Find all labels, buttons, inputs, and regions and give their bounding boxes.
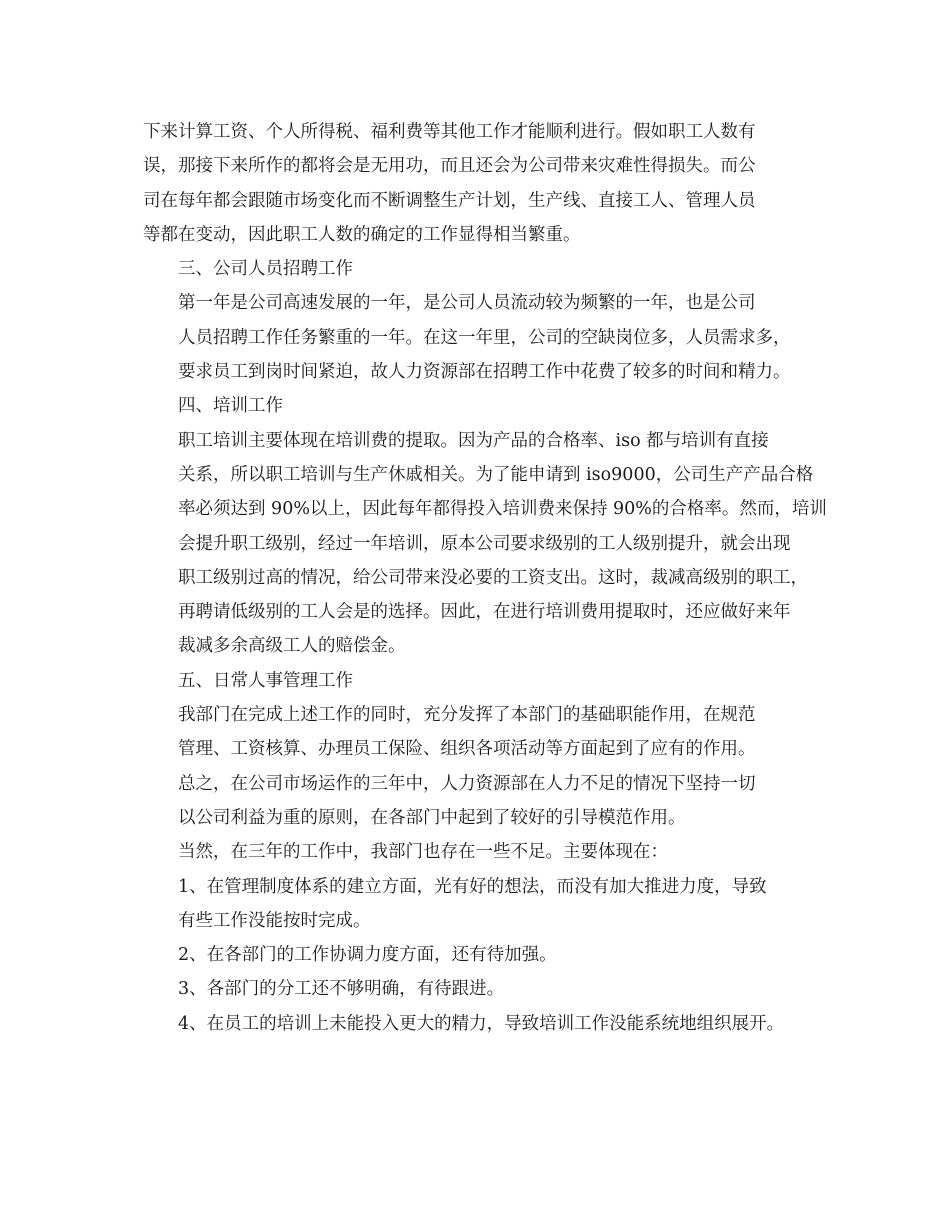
text-line: 下来计算工资、个人所得税、福利费等其他工作才能顺利进行。假如职工人数有	[143, 122, 756, 142]
text-line: 我部门在完成上述工作的同时，充分发挥了本部门的基础职能作用，在规范	[178, 705, 756, 726]
text-line: 职工培训主要体现在培训费的提取。因为产品的合格率、iso 都与培训有直接	[178, 430, 769, 451]
section-heading	[143, 252, 828, 286]
text-line: 1、在管理制度体系的建立方面，光有好的想法，而没有加大推进力度，导致	[178, 876, 767, 897]
text-line: 总之，在公司市场运作的三年中，人力资源部在人力不足的情况下坚持一切	[178, 773, 756, 794]
text-line: 有些工作没能按时完成。	[178, 910, 371, 931]
text-line: 3、各部门的分工还不够明确，有待跟进。	[178, 979, 505, 1000]
body-paragraph	[143, 286, 828, 389]
body-paragraph	[143, 698, 828, 767]
body-paragraph	[143, 767, 828, 836]
list-item	[143, 1007, 828, 1041]
text-line: 人员招聘工作任务繁重的一年。在这一年里，公司的空缺岗位多，人员需求多，	[178, 327, 791, 348]
body-paragraph	[143, 115, 828, 252]
text-line: 管理、工资核算、办理员工保险、组织各项活动等方面起到了应有的作用。	[178, 739, 756, 760]
text-line: 再聘请低级别的工人会是的选择。因此，在进行培训费用提取时，还应做好来年	[178, 602, 791, 623]
body-paragraph	[143, 835, 828, 869]
list-item	[143, 972, 828, 1006]
text-line: 2、在各部门的工作协调力度方面，还有待加强。	[178, 945, 557, 966]
text-line: 裁减多余高级工人的赔偿金。	[178, 636, 406, 657]
text-line: 四、培训工作	[178, 396, 283, 417]
body-paragraph	[143, 424, 828, 664]
text-line: 关系，所以职工培训与生产休戚相关。为了能申请到 iso9000，公司生产产品合格	[178, 464, 814, 485]
text-line: 误，那接下来所作的都将会是无用功，而且还会为公司带来灾难性得损失。而公	[143, 156, 756, 177]
document-body	[143, 115, 828, 1041]
list-item	[143, 938, 828, 972]
text-line: 等都在变动，因此职工人数的确定的工作显得相当繁重。	[143, 224, 581, 245]
text-line: 司在每年都会跟随市场变化而不断调整生产计划，生产线、直接工人、管理人员	[143, 190, 756, 211]
text-line: 第一年是公司高速发展的一年，是公司人员流动较为频繁的一年，也是公司	[178, 293, 756, 314]
section-heading	[143, 664, 828, 698]
text-line: 会提升职工级别，经过一年培训，原本公司要求级别的工人级别提升，就会出现	[178, 533, 791, 554]
text-line: 三、公司人员招聘工作	[178, 259, 353, 280]
text-line: 4、在员工的培训上未能投入更大的精力，导致培训工作没能系统地组织展开。	[178, 1013, 785, 1034]
text-line: 以公司利益为重的原则，在各部门中起到了较好的引导模范作用。	[178, 807, 686, 828]
text-line: 职工级别过高的情况，给公司带来没必要的工资支出。这时，裁减高级别的职工，	[178, 567, 808, 588]
list-item	[143, 870, 828, 939]
text-line: 率必须达到 90%以上，因此每年都得投入培训费来保持 90%的合格率。然而，培训	[178, 499, 827, 520]
section-heading	[143, 389, 828, 423]
text-line: 五、日常人事管理工作	[178, 670, 353, 691]
text-line: 要求员工到岗时间紧迫，故人力资源部在招聘工作中花费了较多的时间和精力。	[178, 362, 791, 383]
text-line: 当然，在三年的工作中，我部门也存在一些不足。主要体现在：	[178, 842, 668, 863]
